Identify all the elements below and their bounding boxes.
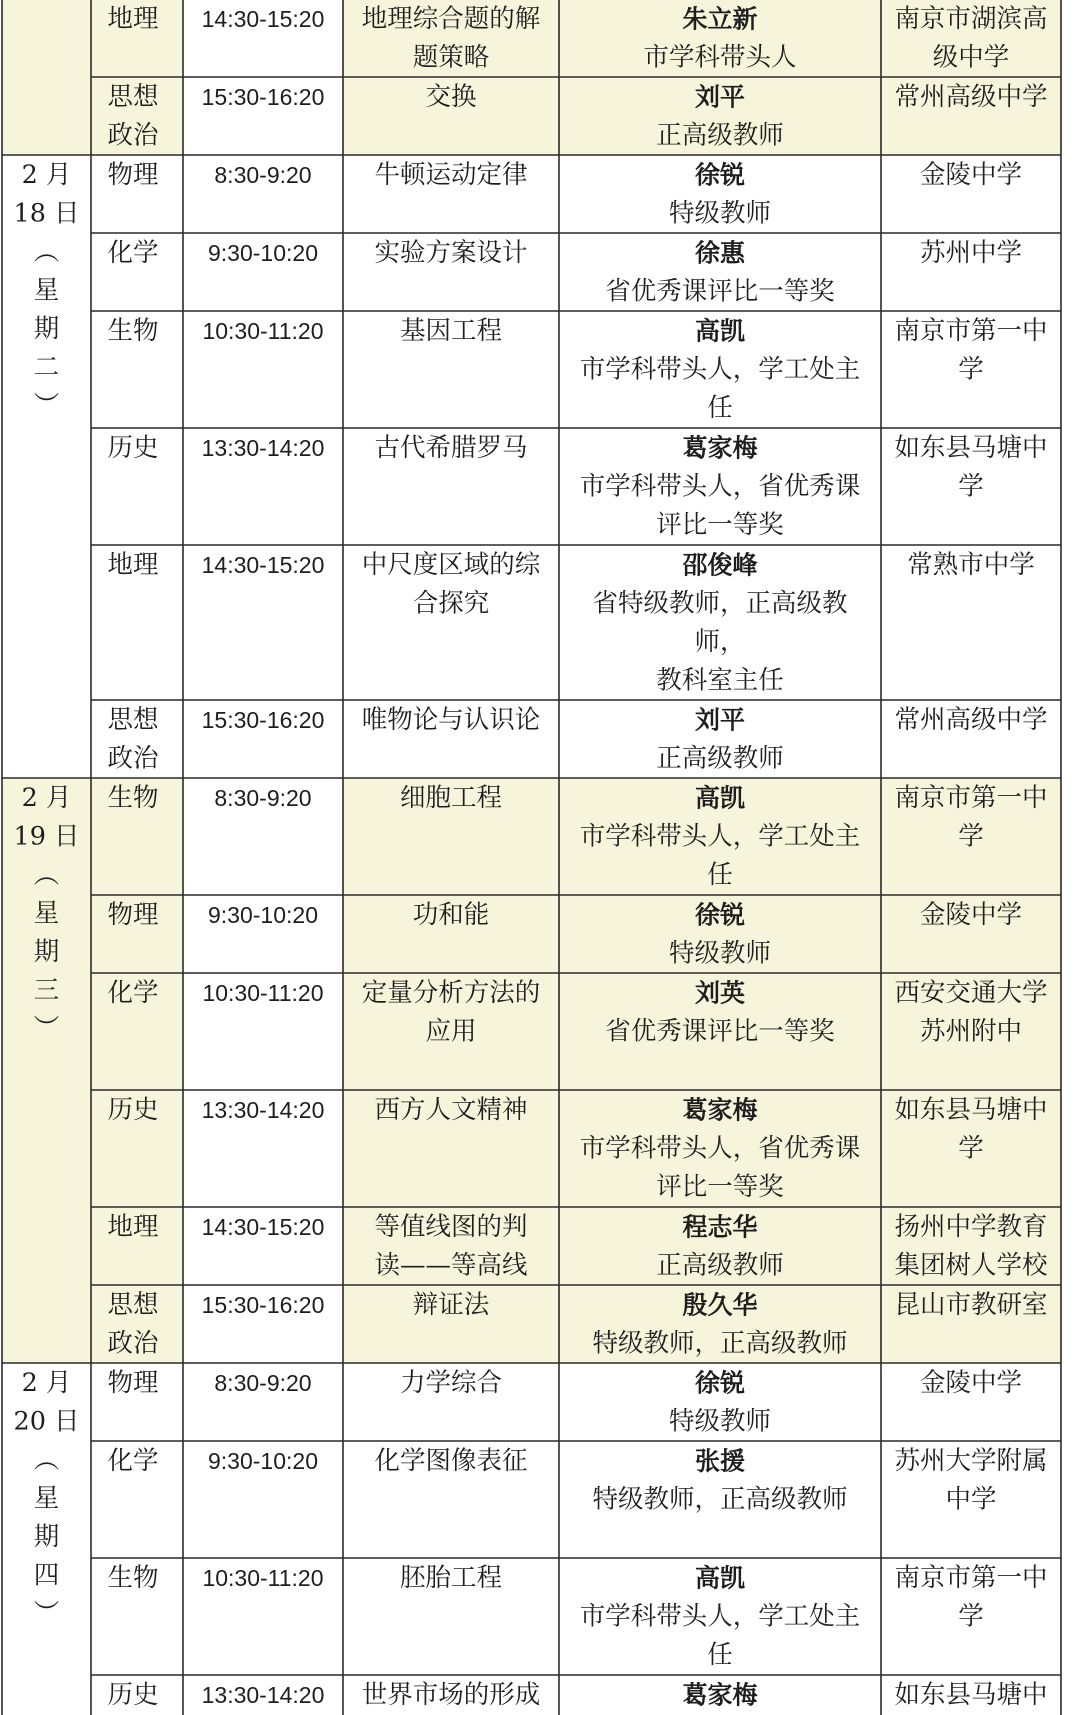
school-name: 级中学 <box>932 42 1010 73</box>
date-label: 星 <box>33 1483 60 1514</box>
highlight-layer <box>2 0 1061 1363</box>
topic-text: 定量分析方法的 <box>361 978 541 1008</box>
teacher-title: 市学科带头人，学工处主 <box>579 1601 861 1632</box>
subject-label: 物理 <box>107 1368 159 1398</box>
subject-label: 历史 <box>107 1680 159 1710</box>
teacher-title: 特级教师 <box>668 1406 772 1437</box>
teacher-name: 徐惠 <box>694 238 746 268</box>
topic-text: 地理综合题的解 <box>361 4 541 34</box>
teacher-name: 徐锐 <box>694 1368 746 1398</box>
teacher-title: 任 <box>707 1640 733 1670</box>
school-name: 苏州附中 <box>919 1016 1023 1047</box>
subject-label: 化学 <box>107 978 159 1008</box>
topic-text: 等值线图的判 <box>374 1212 528 1242</box>
subject-label: 政治 <box>107 743 159 774</box>
date-label: ︶ <box>33 391 60 421</box>
teacher-name: 徐锐 <box>694 900 746 930</box>
session-time: 10:30-11:20 <box>202 1565 324 1591</box>
teacher-name: 葛家梅 <box>682 1680 758 1710</box>
teacher-title: 正高级教师 <box>656 743 784 774</box>
teacher-name: 刘英 <box>694 978 746 1008</box>
subject-label: 生物 <box>107 1563 159 1593</box>
teacher-title: 省特级教师，正高级教 <box>592 588 848 619</box>
session-time: 10:30-11:20 <box>202 318 324 344</box>
school-name: 南京市第一中 <box>894 316 1048 346</box>
session-time: 8:30-9:20 <box>214 162 312 188</box>
subject-label: 物理 <box>107 160 159 190</box>
session-time: 13:30-14:20 <box>201 435 325 461</box>
teacher-title: 评比一等奖 <box>656 510 784 540</box>
teacher-title: 任 <box>707 860 733 890</box>
teacher-title: 任 <box>707 393 733 423</box>
date-label: 期 <box>33 314 60 344</box>
school-name: 南京市第一中 <box>894 1563 1048 1593</box>
school-name: 昆山市教研室 <box>894 1290 1048 1320</box>
topic-text: 交换 <box>425 82 477 112</box>
session-time: 10:30-11:20 <box>202 980 324 1006</box>
school-name: 南京市湖滨高 <box>894 4 1048 34</box>
date-label: 星 <box>33 275 60 306</box>
topic-text: 实验方案设计 <box>374 238 528 268</box>
topic-text: 中尺度区域的综 <box>361 550 541 580</box>
teacher-name: 高凯 <box>694 316 746 346</box>
date-label: 四 <box>33 1560 60 1591</box>
topic-text: 胚胎工程 <box>399 1563 503 1593</box>
school-name: 金陵中学 <box>919 1368 1023 1398</box>
topic-text: 世界市场的形成 <box>361 1680 541 1710</box>
topic-text: 功和能 <box>412 900 490 930</box>
session-time: 15:30-16:20 <box>201 84 325 110</box>
subject-label: 生物 <box>107 316 159 346</box>
school-name: 学 <box>958 821 984 852</box>
session-time: 14:30-15:20 <box>201 6 325 32</box>
subject-label: 物理 <box>107 900 159 930</box>
session-time: 8:30-9:20 <box>214 1370 312 1396</box>
teacher-title: 市学科带头人，学工处主 <box>579 354 861 385</box>
topic-text: 题策略 <box>412 42 490 73</box>
school-name: 学 <box>958 354 984 385</box>
topic-text: 化学图像表征 <box>374 1446 528 1476</box>
subject-column-highlight <box>91 778 183 1363</box>
subject-label: 化学 <box>107 238 159 268</box>
teacher-title: 评比一等奖 <box>656 1172 784 1202</box>
date-label: ︶ <box>33 1599 60 1629</box>
date-label: 期 <box>33 1522 60 1552</box>
topic-text: 应用 <box>425 1016 477 1047</box>
session-time: 14:30-15:20 <box>201 552 325 578</box>
subject-label: 历史 <box>107 1095 159 1125</box>
teacher-name: 高凯 <box>694 1563 746 1593</box>
teacher-name: 葛家梅 <box>682 433 758 463</box>
topic-text: 唯物论与认识论 <box>361 705 541 735</box>
school-name: 学 <box>958 1133 984 1164</box>
teacher-title: 市学科带头人，省优秀课 <box>579 471 861 502</box>
date-label: ︵ <box>33 237 60 267</box>
subject-label: 政治 <box>107 1328 159 1359</box>
topic-text: 古代希腊罗马 <box>374 433 528 463</box>
session-time: 13:30-14:20 <box>201 1682 325 1708</box>
date-label: ︵ <box>33 1445 60 1475</box>
subject-label: 生物 <box>107 783 159 813</box>
date-label: 2 月 <box>21 783 72 813</box>
topic-text: 合探究 <box>412 588 490 619</box>
session-time: 9:30-10:20 <box>208 902 318 928</box>
date-label: ︶ <box>33 1014 60 1044</box>
teacher-name: 刘平 <box>694 705 746 735</box>
session-time: 9:30-10:20 <box>208 240 318 266</box>
topic-text: 基因工程 <box>399 316 503 346</box>
teacher-title: 正高级教师 <box>656 1250 784 1281</box>
session-time: 8:30-9:20 <box>214 785 312 811</box>
subject-label: 思想 <box>107 1290 159 1320</box>
teacher-name: 刘平 <box>694 82 746 112</box>
topic-text: 牛顿运动定律 <box>374 160 528 190</box>
school-name: 学 <box>958 471 984 502</box>
school-name: 苏州中学 <box>919 238 1023 268</box>
date-label: 二 <box>33 352 60 383</box>
subject-label: 思想 <box>107 82 159 112</box>
date-label: 2 月 <box>21 160 72 190</box>
school-name: 常州高级中学 <box>894 705 1048 735</box>
teacher-name: 朱立新 <box>682 4 758 34</box>
teacher-title: 特级教师 <box>668 198 772 229</box>
topic-text: 西方人文精神 <box>374 1095 528 1125</box>
date-label: ︵ <box>33 860 60 890</box>
teacher-title: 师， <box>694 627 746 657</box>
date-label: 19 日 <box>13 821 80 852</box>
teacher-title: 市学科带头人 <box>643 42 797 73</box>
subject-label: 历史 <box>107 433 159 463</box>
topic-text: 辩证法 <box>412 1290 490 1320</box>
topic-text: 细胞工程 <box>399 783 503 813</box>
teacher-title: 省优秀课评比一等奖 <box>605 1016 835 1047</box>
school-name: 集团树人学校 <box>894 1250 1048 1281</box>
school-name: 南京市第一中 <box>894 783 1048 813</box>
topic-text: 读——等高线 <box>374 1250 528 1281</box>
teacher-name: 高凯 <box>694 783 746 813</box>
date-label: 2 月 <box>21 1368 72 1398</box>
teacher-name: 殷久华 <box>682 1290 758 1320</box>
teacher-title: 正高级教师 <box>656 120 784 151</box>
session-time: 13:30-14:20 <box>201 1097 325 1123</box>
session-time: 15:30-16:20 <box>201 707 325 733</box>
school-name: 中学 <box>945 1484 997 1515</box>
teacher-name: 葛家梅 <box>682 1095 758 1125</box>
teacher-title: 特级教师，正高级教师 <box>592 1328 848 1359</box>
teacher-title: 市学科带头人，省优秀课 <box>579 1133 861 1164</box>
topic-text: 力学综合 <box>399 1368 503 1398</box>
school-name: 学 <box>958 1601 984 1632</box>
date-label: 18 日 <box>13 198 80 229</box>
school-name: 如东县马塘中 <box>894 433 1048 463</box>
teacher-title: 特级教师 <box>668 938 772 969</box>
teacher-title: 省优秀课评比一等奖 <box>605 276 835 307</box>
subject-label: 地理 <box>107 1212 159 1242</box>
subject-label: 思想 <box>107 705 159 735</box>
school-name: 金陵中学 <box>919 160 1023 190</box>
session-time: 14:30-15:20 <box>201 1214 325 1240</box>
teacher-title: 教科室主任 <box>656 665 784 696</box>
date-label: 20 日 <box>13 1406 80 1437</box>
school-name: 苏州大学附属 <box>894 1446 1048 1476</box>
date-label: 期 <box>33 937 60 967</box>
subject-label: 地理 <box>107 4 159 34</box>
date-cell-highlight <box>2 0 91 155</box>
teacher-name: 徐锐 <box>694 160 746 190</box>
subject-label: 地理 <box>107 550 159 580</box>
teacher-title: 特级教师，正高级教师 <box>592 1484 848 1515</box>
school-name: 常州高级中学 <box>894 82 1048 112</box>
school-name: 如东县马塘中 <box>894 1680 1048 1710</box>
school-name: 金陵中学 <box>919 900 1023 930</box>
date-label: 星 <box>33 898 60 929</box>
school-name: 如东县马塘中 <box>894 1095 1048 1125</box>
teacher-name: 张援 <box>694 1446 746 1476</box>
session-time: 9:30-10:20 <box>208 1448 318 1474</box>
school-name: 西安交通大学 <box>894 978 1048 1008</box>
subject-label: 化学 <box>107 1446 159 1476</box>
teacher-name: 邵俊峰 <box>682 550 758 580</box>
teacher-title: 市学科带头人，学工处主 <box>579 821 861 852</box>
session-time: 15:30-16:20 <box>201 1292 325 1318</box>
school-name: 常熟市中学 <box>907 550 1035 580</box>
teacher-name: 程志华 <box>682 1212 758 1242</box>
subject-label: 政治 <box>107 120 159 151</box>
date-label: 三 <box>33 975 60 1006</box>
school-name: 扬州中学教育 <box>894 1212 1048 1242</box>
